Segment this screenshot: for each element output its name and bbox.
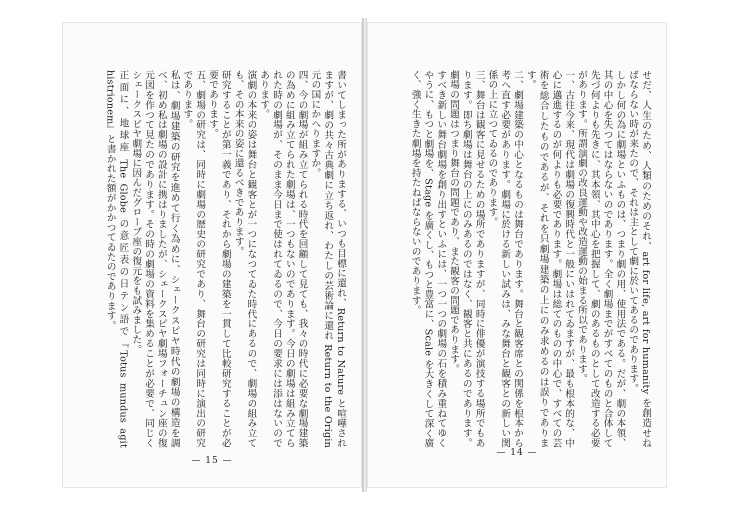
right-page-number: — 14 — bbox=[496, 448, 538, 458]
left-page bbox=[62, 22, 364, 488]
left-page-body-text: 書いてしまった所がありまする、いつも目標に還れ、Return to Nature と喧嘩されますが、劇の共々古典劇に立ち返れ、わたしの芸術論に還れ Return to the Origin 元の国にかへりますか。 四、今の劇場が組み立てられる時代を回顧して見ても、我々の時代に必要な劇場建築の為めに組み立てられた劇場は、一つもないのであります。今日の劇場は組み立てられた時の劇場が、そのまま今日まで使はれてゐるので、今日の要求には添はないのであります。 演劇の本来の姿は舞台と観客とが一つになつてゐた時代にあるので、劇場の組み立ても、その本来の姿に還るべきであります。 研究することが第一義であり、それから劇場の建築を一貫して比較研究することが必要であります。 五、劇場の研究は、同時に劇場の歴史の研究であり、舞台の研究は同時に演出の研究であります。 私は、劇場建築の研究を進めて行く為めに、シェークスピヤ時代の劇場の構造を調べ、初め私は劇場の設計に携はりましたが、シェークスピヤ劇場フォーチュン座の復元図を作つて見たのであります。その時の劇場の資料を集めることが必要で、同じくシェークスピヤ劇場に因んだグローブ座の復元をも試みました。 正面に、地球座 The Globe の意匠表の日テン語で『Totus mundus agit histrionem』と書かれた額がかかつてゐたのであります。 bbox=[104, 70, 346, 448]
right-page bbox=[366, 22, 667, 488]
left-page-number: — 15 — bbox=[191, 456, 233, 466]
right-page-body-text: せだ、人生のため、人類のためのそれ、art for life, art for humanity を創造せねばならない時が来たので、それは主として劇に於いてあるのであります。 しかし何の為に劇場といふものは、つまり劇の用、使用法である。だが、劇の本領、其の中心を失つてはならないのであります。全く劇場までがすべてのものと合体して先づ何よりも先きに、其本領、其中心を把握して、劇のあるものとして改造する必要があります。所謂演劇の改良運動や改造運動の始まる所以であります。 一、古往今来、現代は劇場の復興時代と一般にいはれてゐますが、最も根本的な、中心に邁進するのが何よりも必要であります。劇場は総てのものの中心で、すべての芸術を総合したものであるが、それを只劇場建築の上にのみ求めるのは誤りであります。 二、劇場建築の中心となるものは舞台であります。舞台と観客席との関係を根本から考へ直す必要があります。劇場に於ける新しい試みは、みな舞台と観客との新しい関係の上に立つてゐるのであります。 三、舞台は観客に見せるための場所でありますが、同時に俳優が演技する場所でもあります。即ち劇場は舞台の上にのみあるのではなく、観客と共にあるのであります。劇場の問題はつまり舞台の問題であり、また観客の問題であります。 すべき新しい舞台劇場を創り出すといふには、一つ一つの劇場の石を積み重ねてゆくやうに、もつと劇場を、Stage を廣くし、もつと豊富に、Scale を大きくして深く廣く、強く生きた劇場を持たねばならないのであります。 bbox=[409, 70, 651, 448]
